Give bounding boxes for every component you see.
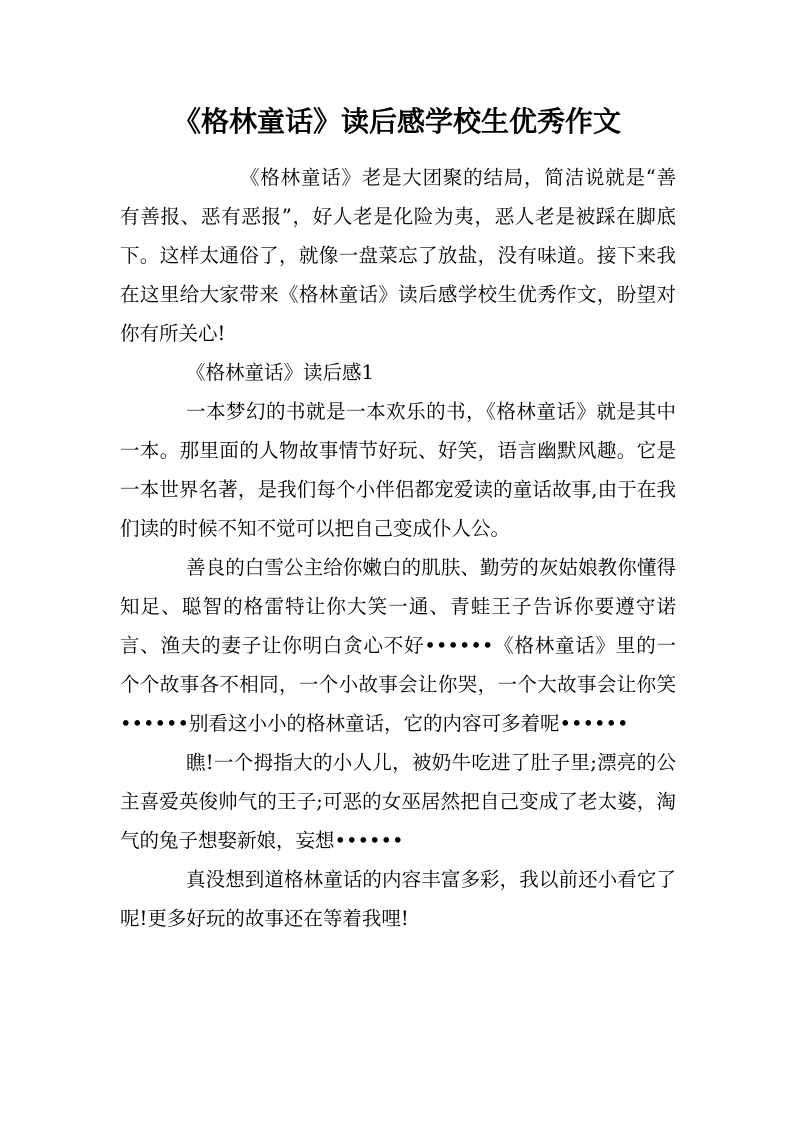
body-paragraph: 真没想到道格林童话的内容丰富多彩，我以前还小看它了呢!更多好玩的故事还在等着我哩! — [120, 868, 676, 930]
page-title: 《格林童话》读后感学校生优秀作文 — [172, 105, 621, 138]
body-paragraph: 善良的白雪公主给你嫩白的肌肤、勤劳的灰姑娘教你懂得知足、聪智的格雷特让你大笑一通、青蛙王子告诉你要遵守诺言、渔夫的妻子让你明白贪心不好••••••《格林童话》里的一个个故事各不相同，一个小故事会让你哭，一个大故事会让你笑••••••别看这小小的格林童话，它的内容可多着呢•••••• — [120, 556, 676, 735]
section-heading: 《格林童话》读后感1 — [186, 361, 374, 384]
body-paragraph: 一本梦幻的书就是一本欢乐的书，《格林童话》就是其中一本。那里面的人物故事情节好玩、好笑，语言幽默风趣。它是一本世界名著，是我们每个小伴侣都宠爱读的童话故事,由于在我们读的时候不知不觉可以把自己变成仆人公。 — [120, 400, 676, 540]
document-body — [120, 158, 676, 938]
body-paragraph: 瞧!一个拇指大的小人儿，被奶牛吃进了肚子里;漂亮的公主喜爱英俊帅气的王子;可恶的女巫居然把自己变成了老太婆，淘气的兔子想娶新娘，妄想•••••• — [120, 751, 676, 852]
intro-paragraph: 《格林童话》老是大团聚的结局，简洁说就是“善有善报、恶有恶报”，好人老是化险为夷，恶人老是被踩在脚底下。这样太通俗了，就像一盘菜忘了放盐，没有味道。接下来我在这里给大家带来《格林童话》读后感学校生优秀作文，盼望对你有所关心! — [120, 166, 676, 345]
